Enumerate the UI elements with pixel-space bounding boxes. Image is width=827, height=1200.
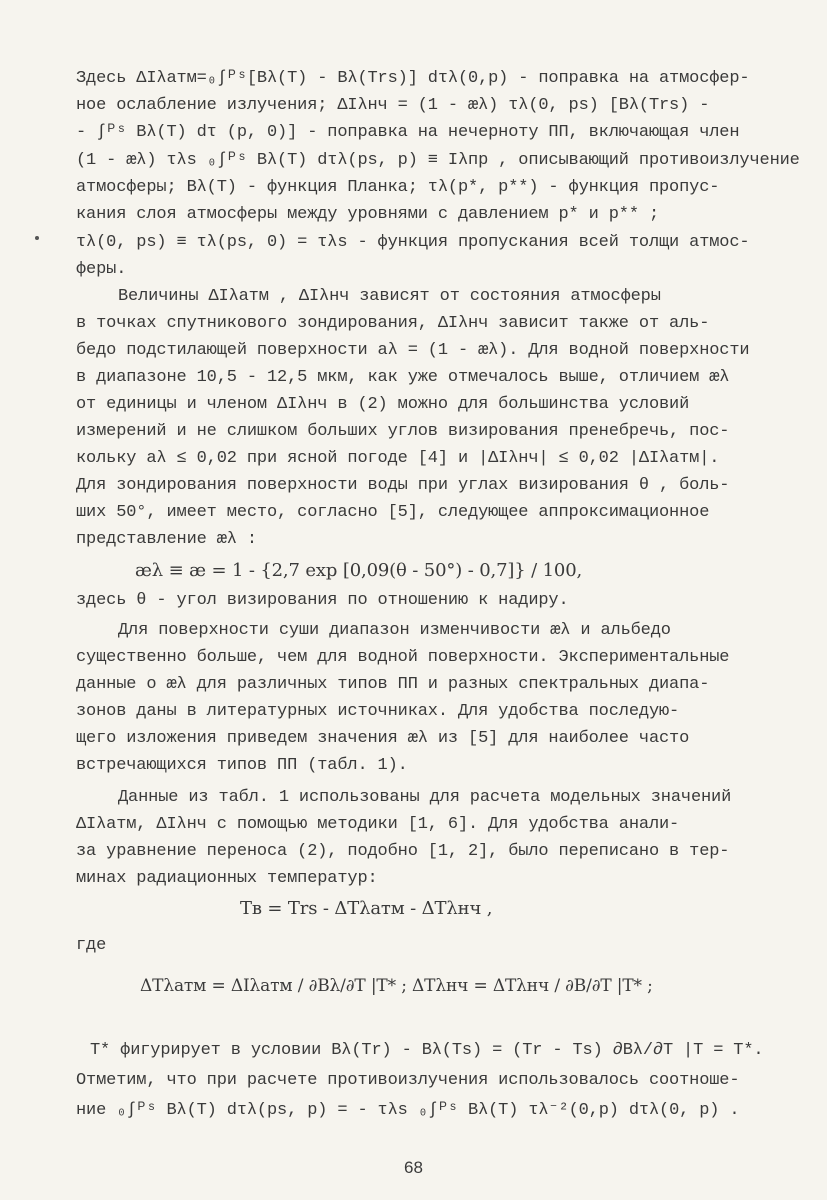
text-line: кольку aλ ≤ 0,02 при ясной погоде [4] и |ΔIλнч| ≤ 0,02 |ΔIλатм|.: [76, 449, 720, 468]
formula-brightness-temperature: Tв = Trs - ΔTλатм - ΔTλнч ,: [240, 898, 493, 919]
text-line: Здесь ΔIλатм=₀∫ᴾˢ[Bλ(T) - Bλ(Trs)] dτλ(0,p) - поправка на атмосфер-: [76, 69, 750, 88]
text-line: (1 - æλ) τλs ₀∫ᴾˢ Bλ(T) dτλ(ps, p) ≡ Iλпр , описывающий противоизлучение: [76, 151, 800, 170]
text-line: Величины ΔIλатм , ΔIλнч зависят от состояния атмосферы: [118, 287, 661, 306]
text-line: бедо подстилающей поверхности aλ = (1 - æλ). Для водной поверхности: [76, 341, 750, 360]
text-line: в диапазоне 10,5 - 12,5 мкм, как уже отмечалось выше, отличием æλ: [76, 368, 730, 387]
text-line: - ∫ᴾˢ Bλ(T) dτ (p, 0)] - поправка на нечерноту ПП, включающая член: [76, 123, 740, 142]
text-line: щего изложения приведем значения æλ из [5] для наиболее часто: [76, 729, 690, 748]
text-line: в точках спутникового зондирования, ΔIλнч зависит также от аль-: [76, 314, 710, 333]
text-line: Для поверхности суши диапазон изменчивости æλ и альбедо: [118, 621, 671, 640]
text-line: кания слоя атмосферы между уровнями с давлением p* и p** ;: [76, 205, 659, 224]
text-line: τλ(0, ps) ≡ τλ(ps, 0) = τλs - функция пропускания всей толщи атмос-: [76, 233, 750, 252]
text-line: Для зондирования поверхности воды при углах визирования θ , боль-: [76, 476, 730, 495]
text-line: измерений и не слишком больших углов визирования пренебречь, пос-: [76, 422, 730, 441]
text-line: феры.: [76, 260, 127, 279]
formula-delta-t: ΔTλатм = ΔIλатм / ∂Bλ/∂T |T* ; ΔTλнч = ΔTλнч / ∂B/∂T |T* ;: [140, 976, 653, 996]
text-line: за уравнение переноса (2), подобно [1, 2], было переписано в тер-: [76, 842, 730, 861]
text-line: представление æλ :: [76, 530, 257, 549]
text-line: данные о æλ для различных типов ПП и разных спектральных диапа-: [76, 675, 710, 694]
text-line: минах радиационных температур:: [76, 869, 378, 888]
text-line: T* фигурирует в условии Bλ(Tr) - Bλ(Ts) = (Tr - Ts) ∂Bλ/∂T |T = T*.: [90, 1041, 764, 1060]
text-line: Отметим, что при расчете противоизлучения использовалось соотноше-: [76, 1071, 740, 1090]
text-line: встречающихся типов ПП (табл. 1).: [76, 756, 408, 775]
formula-kappa: æλ ≡ æ = 1 - {2,7 exp [0,09(θ - 50°) - 0,7]} / 100,: [135, 560, 583, 581]
text-line: ΔIλатм, ΔIλнч с помощью методики [1, 6]. Для удобства анали-: [76, 815, 680, 834]
text-line: здесь θ - угол визирования по отношению к надиру.: [76, 591, 569, 610]
text-line: ное ослабление излучения; ΔIλнч = (1 - æλ) τλ(0, ps) [Bλ(Trs) -: [76, 96, 710, 115]
margin-mark: [35, 236, 39, 240]
text-line: от единицы и членом ΔIλнч в (2) можно для большинства условий: [76, 395, 690, 414]
text-line: ших 50°, имеет место, согласно [5], следующее аппроксимационное: [76, 503, 710, 522]
text-line: ние ₀∫ᴾˢ Bλ(T) dτλ(ps, p) = - τλs ₀∫ᴾˢ Bλ(T) τλ⁻²(0,p) dτλ(0, p) .: [76, 1101, 740, 1120]
text-line: где: [76, 936, 107, 955]
text-line: существенно больше, чем для водной поверхности. Экспериментальные: [76, 648, 730, 667]
text-line: зонов даны в литературных источниках. Для удобства последую-: [76, 702, 680, 721]
page-number: 68: [404, 1158, 423, 1177]
text-line: Данные из табл. 1 использованы для расчета модельных значений: [118, 788, 732, 807]
text-line: атмосферы; Bλ(T) - функция Планка; τλ(p*, p**) - функция пропус-: [76, 178, 720, 197]
